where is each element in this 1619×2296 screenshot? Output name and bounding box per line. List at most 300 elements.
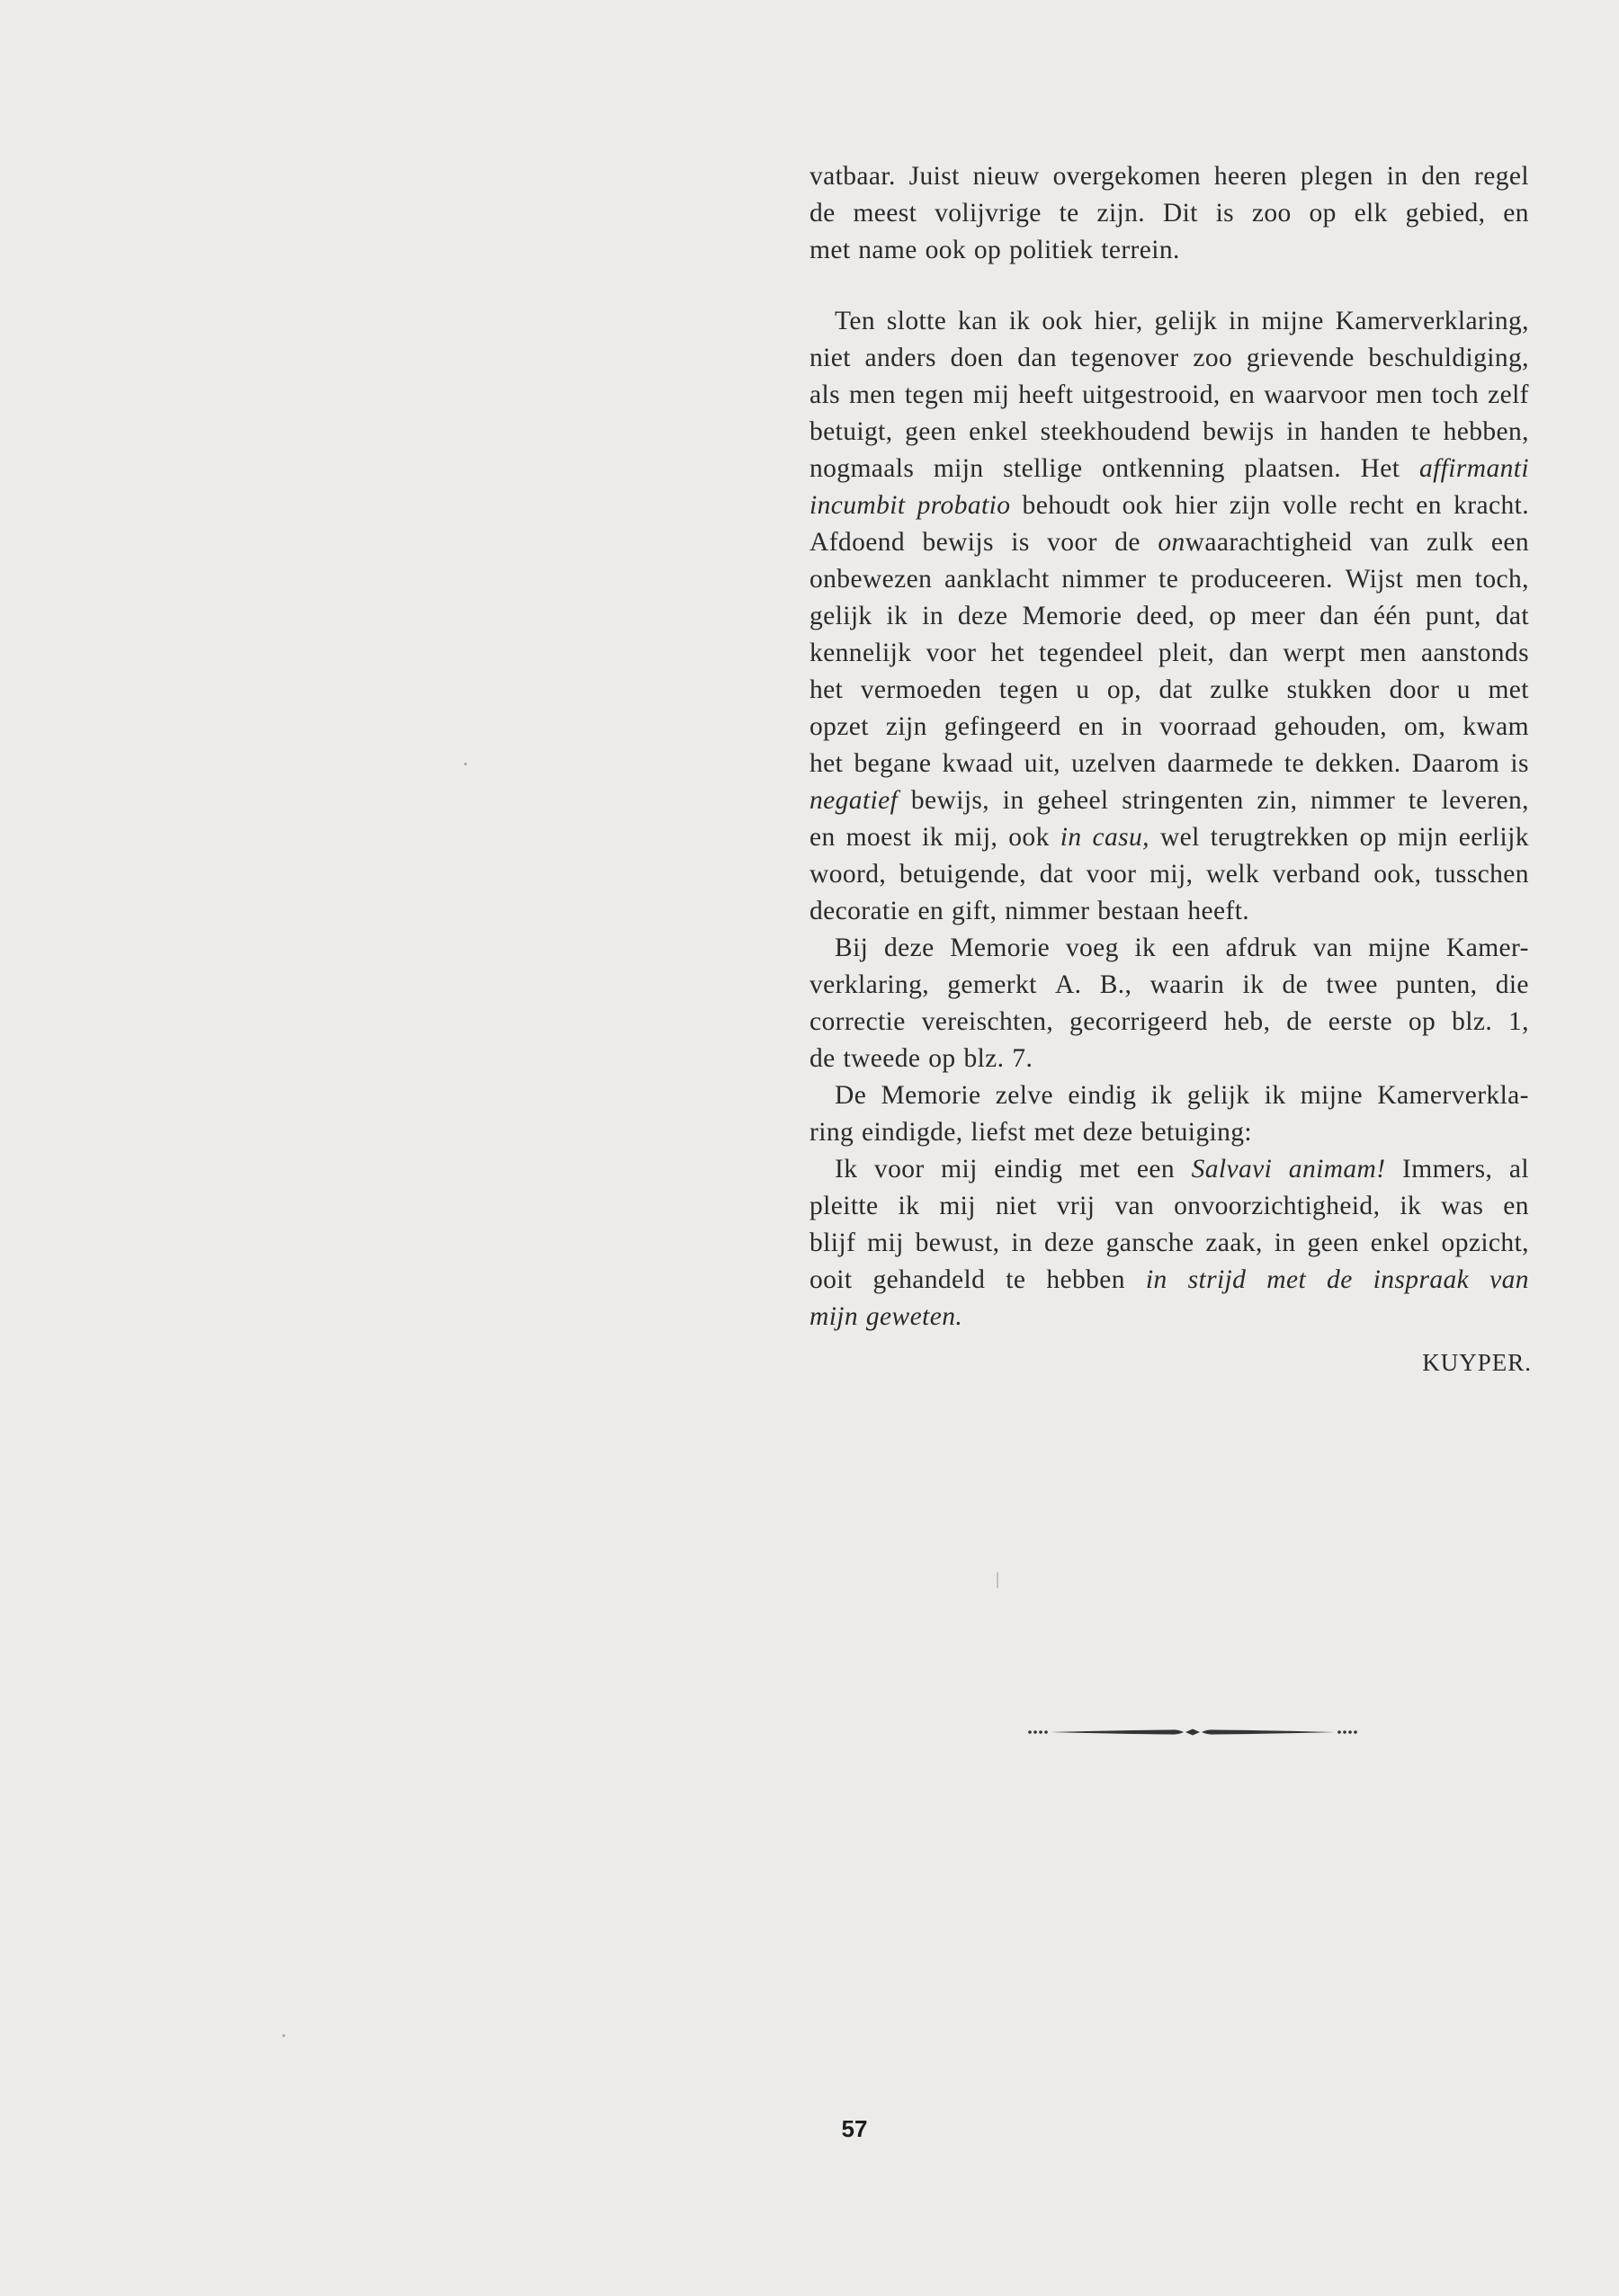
word: zaak, bbox=[1205, 1228, 1263, 1257]
word: mij bbox=[941, 1155, 978, 1184]
word: Kamerverkla- bbox=[1377, 1081, 1529, 1110]
word: mij bbox=[867, 1228, 904, 1257]
text-line bbox=[810, 303, 1529, 340]
word: voor bbox=[926, 639, 977, 667]
word: men bbox=[1416, 565, 1463, 594]
word: gefingeerd bbox=[944, 712, 1061, 741]
word: tusschen bbox=[1435, 860, 1529, 889]
word: u bbox=[1456, 675, 1471, 704]
text-line bbox=[810, 1188, 1529, 1225]
word: hier bbox=[1175, 491, 1218, 520]
word: zulk bbox=[1427, 528, 1474, 557]
word: dan bbox=[1229, 639, 1269, 667]
word: Daarom bbox=[1411, 749, 1500, 778]
word: u bbox=[1076, 675, 1090, 704]
word: grievende bbox=[1246, 344, 1355, 372]
word: te bbox=[1059, 199, 1079, 228]
word: liefst bbox=[971, 1118, 1026, 1147]
word: zijn bbox=[885, 712, 927, 741]
text-line bbox=[810, 158, 1529, 195]
text-line bbox=[810, 746, 1529, 782]
word: politiek bbox=[1009, 236, 1094, 264]
word: beschuldiging, bbox=[1368, 344, 1529, 372]
word: anders bbox=[864, 344, 936, 372]
word: daarmede bbox=[1167, 749, 1274, 778]
word: voor bbox=[1086, 860, 1137, 889]
word: negatief bbox=[810, 786, 899, 815]
word: regel bbox=[1473, 162, 1529, 191]
word: deed, bbox=[1136, 602, 1195, 630]
word: Kamer- bbox=[1446, 934, 1529, 962]
word: ik bbox=[1008, 307, 1031, 335]
word: op bbox=[1309, 199, 1337, 228]
word: enkel bbox=[969, 417, 1028, 446]
word: slotte bbox=[886, 307, 947, 335]
word: ik bbox=[898, 1192, 920, 1220]
word: bestaan bbox=[1097, 897, 1180, 925]
word: deze bbox=[957, 602, 1008, 630]
word: en bbox=[1229, 380, 1256, 409]
word: gelijk bbox=[1154, 307, 1218, 335]
word: terrein. bbox=[1101, 236, 1180, 264]
word: name bbox=[858, 236, 917, 264]
text-line bbox=[810, 1225, 1529, 1262]
word: een bbox=[1171, 934, 1210, 962]
word: in bbox=[1286, 417, 1309, 446]
word: dan bbox=[1319, 602, 1359, 630]
word: twee bbox=[1326, 970, 1378, 999]
word: onvoorzichtigheid, bbox=[1174, 1192, 1381, 1220]
word: is bbox=[1510, 749, 1529, 778]
word: niet bbox=[810, 344, 851, 372]
word: zoo bbox=[1251, 199, 1292, 228]
word: geen bbox=[1307, 1228, 1359, 1257]
word: bewijs bbox=[1203, 417, 1275, 446]
word: blijf bbox=[810, 1228, 856, 1257]
word: het bbox=[810, 675, 844, 704]
word: geweten. bbox=[865, 1302, 963, 1331]
word: zoo bbox=[1193, 344, 1233, 372]
word: om, bbox=[1403, 712, 1446, 741]
word: voor bbox=[1047, 528, 1097, 557]
word: overgekomen bbox=[1052, 162, 1201, 191]
word: men bbox=[1375, 380, 1423, 409]
word: casu, bbox=[1092, 823, 1149, 852]
word: op bbox=[1209, 602, 1237, 630]
word: Ik bbox=[835, 1155, 858, 1184]
text-line bbox=[810, 967, 1529, 1004]
word: correctie bbox=[810, 1007, 906, 1036]
text-line bbox=[810, 635, 1529, 672]
text-line bbox=[810, 709, 1529, 746]
word: gelijk bbox=[810, 602, 872, 630]
word: ring bbox=[810, 1118, 854, 1147]
word: al bbox=[1508, 1155, 1529, 1184]
text-line bbox=[810, 195, 1529, 232]
word: men bbox=[848, 380, 896, 409]
word: uit, bbox=[1024, 749, 1060, 778]
word: welk bbox=[1206, 860, 1260, 889]
word: tegen bbox=[904, 380, 964, 409]
word: gift, bbox=[952, 897, 997, 925]
word: bewust, bbox=[915, 1228, 1000, 1257]
word: animam! bbox=[1288, 1155, 1386, 1184]
word: gemerkt bbox=[947, 970, 1037, 999]
paper-speck bbox=[464, 763, 467, 765]
body-text bbox=[810, 158, 1529, 1336]
word: op bbox=[973, 236, 1002, 264]
word: gebied, bbox=[1405, 199, 1486, 228]
word: den bbox=[1421, 162, 1462, 191]
word: stringenten bbox=[1122, 786, 1244, 815]
word: en bbox=[810, 823, 836, 852]
text-line bbox=[810, 487, 1529, 524]
word: wel bbox=[1159, 823, 1200, 852]
word: dat bbox=[1039, 860, 1073, 889]
word: De bbox=[835, 1081, 867, 1110]
word: bewijs, bbox=[910, 786, 990, 815]
word: tegenover bbox=[1070, 344, 1179, 372]
word: opzicht, bbox=[1441, 1228, 1529, 1257]
word: hier, bbox=[1094, 307, 1143, 335]
word: zijn bbox=[1229, 491, 1271, 520]
text-line bbox=[810, 1114, 1529, 1151]
word: zelf bbox=[1488, 380, 1529, 409]
word: de bbox=[810, 199, 836, 228]
word: zin, bbox=[1257, 786, 1298, 815]
word: strijd bbox=[1187, 1265, 1247, 1294]
word: die bbox=[1495, 970, 1529, 999]
word: ik bbox=[1150, 1081, 1173, 1110]
word: aanklacht bbox=[944, 565, 1050, 594]
word: te bbox=[1408, 786, 1428, 815]
word: pleitte bbox=[810, 1192, 879, 1220]
word: en bbox=[1078, 712, 1105, 741]
text-line bbox=[810, 893, 1529, 930]
word: ik bbox=[922, 823, 944, 852]
text-line bbox=[810, 1299, 1529, 1336]
word: vereischten, bbox=[921, 1007, 1054, 1036]
word: begane bbox=[854, 749, 932, 778]
word: ontkenning bbox=[1102, 454, 1225, 483]
word: de bbox=[810, 1044, 836, 1073]
word: door bbox=[1389, 675, 1440, 704]
word: het bbox=[990, 639, 1024, 667]
ornament-divider bbox=[1027, 1720, 1358, 1745]
word: 1, bbox=[1507, 1007, 1529, 1036]
word: ik bbox=[1264, 1081, 1286, 1110]
text-line bbox=[810, 819, 1529, 856]
paper-speck bbox=[997, 1572, 998, 1588]
word: met bbox=[1033, 1118, 1076, 1147]
word: met bbox=[1488, 675, 1529, 704]
word: gansche bbox=[1105, 1228, 1194, 1257]
word: verband bbox=[1272, 860, 1361, 889]
word: verklaring, bbox=[810, 970, 930, 999]
word: plaatsen. bbox=[1244, 454, 1342, 483]
word: eerste bbox=[1328, 1007, 1392, 1036]
word: te bbox=[1158, 565, 1179, 594]
word: B., bbox=[1099, 970, 1132, 999]
word: voor bbox=[873, 1155, 925, 1184]
word: zelve bbox=[995, 1081, 1053, 1110]
word: gecorrigeerd bbox=[1069, 1007, 1208, 1036]
word: kan bbox=[958, 307, 997, 335]
word: ook bbox=[925, 236, 967, 264]
word: Kamerverklaring, bbox=[1335, 307, 1529, 335]
word: kwaad bbox=[942, 749, 1014, 778]
word: Immers, bbox=[1402, 1155, 1493, 1184]
word: A. bbox=[1054, 970, 1082, 999]
word: affirmanti bbox=[1418, 454, 1529, 483]
word: woord, bbox=[810, 860, 887, 889]
word: dat bbox=[1158, 675, 1193, 704]
word: enkel bbox=[1370, 1228, 1430, 1257]
word: ik bbox=[886, 602, 908, 630]
word: inspraak bbox=[1373, 1265, 1470, 1294]
word: recht bbox=[1349, 491, 1405, 520]
word: een bbox=[1136, 1155, 1176, 1184]
word: van bbox=[1369, 528, 1409, 557]
word: mij, bbox=[1149, 860, 1194, 889]
word: hebben bbox=[1046, 1265, 1125, 1294]
word: uitgestrooid, bbox=[1082, 380, 1221, 409]
word: ik bbox=[1134, 934, 1157, 962]
word: in bbox=[1274, 1228, 1296, 1257]
word: toch, bbox=[1474, 565, 1529, 594]
word: ook, bbox=[1373, 860, 1422, 889]
word: in bbox=[922, 602, 944, 630]
word: kracht. bbox=[1454, 491, 1529, 520]
word: en bbox=[1416, 491, 1442, 520]
word: uzelven bbox=[1071, 749, 1157, 778]
text-line bbox=[810, 672, 1529, 709]
word: heeft. bbox=[1187, 897, 1250, 925]
word: de bbox=[1282, 970, 1309, 999]
word: eindig bbox=[994, 1155, 1063, 1184]
word: van bbox=[1489, 1265, 1529, 1294]
text-line bbox=[810, 451, 1529, 487]
word: met bbox=[810, 236, 851, 264]
word: de bbox=[1327, 1265, 1353, 1294]
word: tegendeel bbox=[1039, 639, 1144, 667]
word: gelijk bbox=[1186, 1081, 1250, 1110]
text-line bbox=[810, 524, 1529, 561]
word: op, bbox=[1106, 675, 1141, 704]
word: in bbox=[1002, 786, 1024, 815]
word: één bbox=[1373, 602, 1411, 630]
word: dat bbox=[1495, 602, 1529, 630]
word: niet bbox=[995, 1192, 1037, 1220]
word: waarvoor bbox=[1264, 380, 1367, 409]
word: mij, bbox=[953, 823, 998, 852]
word: gehandeld bbox=[872, 1265, 986, 1294]
word: voorraad bbox=[1159, 712, 1257, 741]
word: deze bbox=[1082, 1118, 1133, 1147]
word: nogmaals bbox=[810, 454, 915, 483]
word: behoudt bbox=[1022, 491, 1111, 520]
word: probatio bbox=[917, 491, 1011, 520]
word: werpt bbox=[1283, 639, 1346, 667]
word: eindig bbox=[1068, 1081, 1137, 1110]
word: Juist bbox=[908, 162, 960, 191]
word: volle bbox=[1282, 491, 1337, 520]
text-line bbox=[810, 232, 1529, 269]
word: onbewezen bbox=[810, 565, 933, 594]
word: en bbox=[1503, 199, 1529, 228]
word: Memorie bbox=[950, 934, 1051, 962]
text-line bbox=[810, 1262, 1529, 1299]
word: mij bbox=[972, 380, 1010, 409]
word: mijn bbox=[810, 1302, 859, 1331]
word: mijn bbox=[1398, 823, 1448, 852]
word: op bbox=[1359, 823, 1387, 852]
word: deze bbox=[883, 934, 935, 962]
word: ooit bbox=[810, 1265, 853, 1294]
word: op bbox=[1408, 1007, 1436, 1036]
text-line bbox=[810, 782, 1529, 819]
word: produceeren. bbox=[1190, 565, 1333, 594]
word: op bbox=[928, 1044, 956, 1073]
word: Ten bbox=[835, 307, 876, 335]
word: kennelijk bbox=[810, 639, 912, 667]
word: vrij bbox=[1056, 1192, 1096, 1220]
word: kwam bbox=[1462, 712, 1529, 741]
text-line bbox=[810, 340, 1529, 377]
word: eindigde, bbox=[861, 1118, 963, 1147]
word: heeft bbox=[1018, 380, 1074, 409]
word: steekhoudend bbox=[1040, 417, 1191, 446]
word: ook bbox=[1008, 823, 1050, 852]
word: ik bbox=[1400, 1192, 1422, 1220]
word: tweede bbox=[843, 1044, 921, 1073]
signature: KUYPER. bbox=[1422, 1349, 1532, 1376]
word: zulke bbox=[1210, 675, 1270, 704]
word: Wijst bbox=[1345, 565, 1404, 594]
text-line bbox=[810, 561, 1529, 598]
word: een bbox=[1490, 528, 1529, 557]
word: doen bbox=[950, 344, 1004, 372]
word: tegen bbox=[998, 675, 1059, 704]
word: voeg bbox=[1065, 934, 1119, 962]
word: Memorie bbox=[1022, 602, 1123, 630]
word: meest bbox=[853, 199, 917, 228]
word: mijn bbox=[933, 454, 984, 483]
word: moest bbox=[845, 823, 912, 852]
word: Salvavi bbox=[1191, 1155, 1273, 1184]
word: gehouden, bbox=[1274, 712, 1387, 741]
word: punten, bbox=[1395, 970, 1478, 999]
word: ik bbox=[1242, 970, 1265, 999]
word: aanstonds bbox=[1421, 639, 1529, 667]
text-line bbox=[810, 377, 1529, 414]
word: pleit, bbox=[1158, 639, 1215, 667]
word: als bbox=[810, 380, 840, 409]
word: en bbox=[917, 897, 944, 925]
word: met bbox=[1266, 1265, 1307, 1294]
word: vatbaar. bbox=[810, 162, 896, 191]
word: eerlijk bbox=[1458, 823, 1529, 852]
word: nimmer bbox=[1005, 897, 1090, 925]
word: mij bbox=[939, 1192, 976, 1220]
word: is bbox=[1011, 528, 1030, 557]
word: dekken. bbox=[1315, 749, 1401, 778]
word: ook bbox=[1042, 307, 1083, 335]
word: Afdoend bbox=[810, 528, 906, 557]
text-line bbox=[810, 856, 1529, 893]
word: punt, bbox=[1425, 602, 1481, 630]
word: te bbox=[1006, 1265, 1026, 1294]
word: van bbox=[1114, 1192, 1155, 1220]
word: stukken bbox=[1286, 675, 1373, 704]
word: nimmer bbox=[1061, 565, 1147, 594]
word: meer bbox=[1250, 602, 1306, 630]
word: te bbox=[1284, 749, 1304, 778]
word: elk bbox=[1354, 199, 1388, 228]
word: stellige bbox=[1003, 454, 1083, 483]
text-line bbox=[810, 930, 1529, 967]
word: geen bbox=[905, 417, 957, 446]
word: vermoeden bbox=[860, 675, 982, 704]
paragraph-gap bbox=[810, 269, 1529, 303]
word: opzet bbox=[810, 712, 869, 741]
word: betuiging: bbox=[1140, 1118, 1253, 1147]
word: toch bbox=[1431, 380, 1480, 409]
word: te bbox=[1410, 417, 1431, 446]
word: in bbox=[1121, 712, 1143, 741]
word: de bbox=[1114, 528, 1140, 557]
word: nimmer bbox=[1310, 786, 1396, 815]
word: Memorie bbox=[881, 1081, 981, 1110]
word: in bbox=[1229, 307, 1250, 335]
word: Dit bbox=[1162, 199, 1198, 228]
word: Bij bbox=[835, 934, 869, 962]
word: blz. bbox=[1452, 1007, 1493, 1036]
word: heeren bbox=[1213, 162, 1287, 191]
word: onwaarachtigheid bbox=[1158, 528, 1353, 557]
word: dan bbox=[1017, 344, 1058, 372]
paper-speck bbox=[282, 2034, 285, 2037]
word: 7. bbox=[1012, 1044, 1033, 1073]
word: volijvrige bbox=[935, 199, 1042, 228]
word: was bbox=[1441, 1192, 1484, 1220]
word: is bbox=[1215, 199, 1235, 228]
word: in bbox=[1011, 1228, 1033, 1257]
word: deze bbox=[1044, 1228, 1095, 1257]
word: betuigt, bbox=[810, 417, 893, 446]
word: in bbox=[1060, 823, 1082, 852]
word: nieuw bbox=[972, 162, 1040, 191]
word: decoratie bbox=[810, 897, 910, 925]
text-line bbox=[810, 1041, 1529, 1077]
word: bewijs bbox=[922, 528, 994, 557]
word: terugtrekken bbox=[1210, 823, 1349, 852]
page-number: 57 bbox=[841, 2115, 868, 2142]
word: in bbox=[1386, 162, 1409, 191]
word: plegen bbox=[1300, 162, 1373, 191]
word: handen bbox=[1319, 417, 1400, 446]
word: mijne bbox=[1368, 934, 1431, 962]
word: geheel bbox=[1037, 786, 1109, 815]
word: afdruk bbox=[1225, 934, 1298, 962]
word: waarin bbox=[1149, 970, 1225, 999]
word: blz. bbox=[963, 1044, 1005, 1073]
word: en bbox=[1503, 1192, 1529, 1220]
word: betuigende, bbox=[899, 860, 1027, 889]
text-line bbox=[810, 414, 1529, 451]
text-line bbox=[810, 1077, 1529, 1114]
word: zijn. bbox=[1096, 199, 1146, 228]
